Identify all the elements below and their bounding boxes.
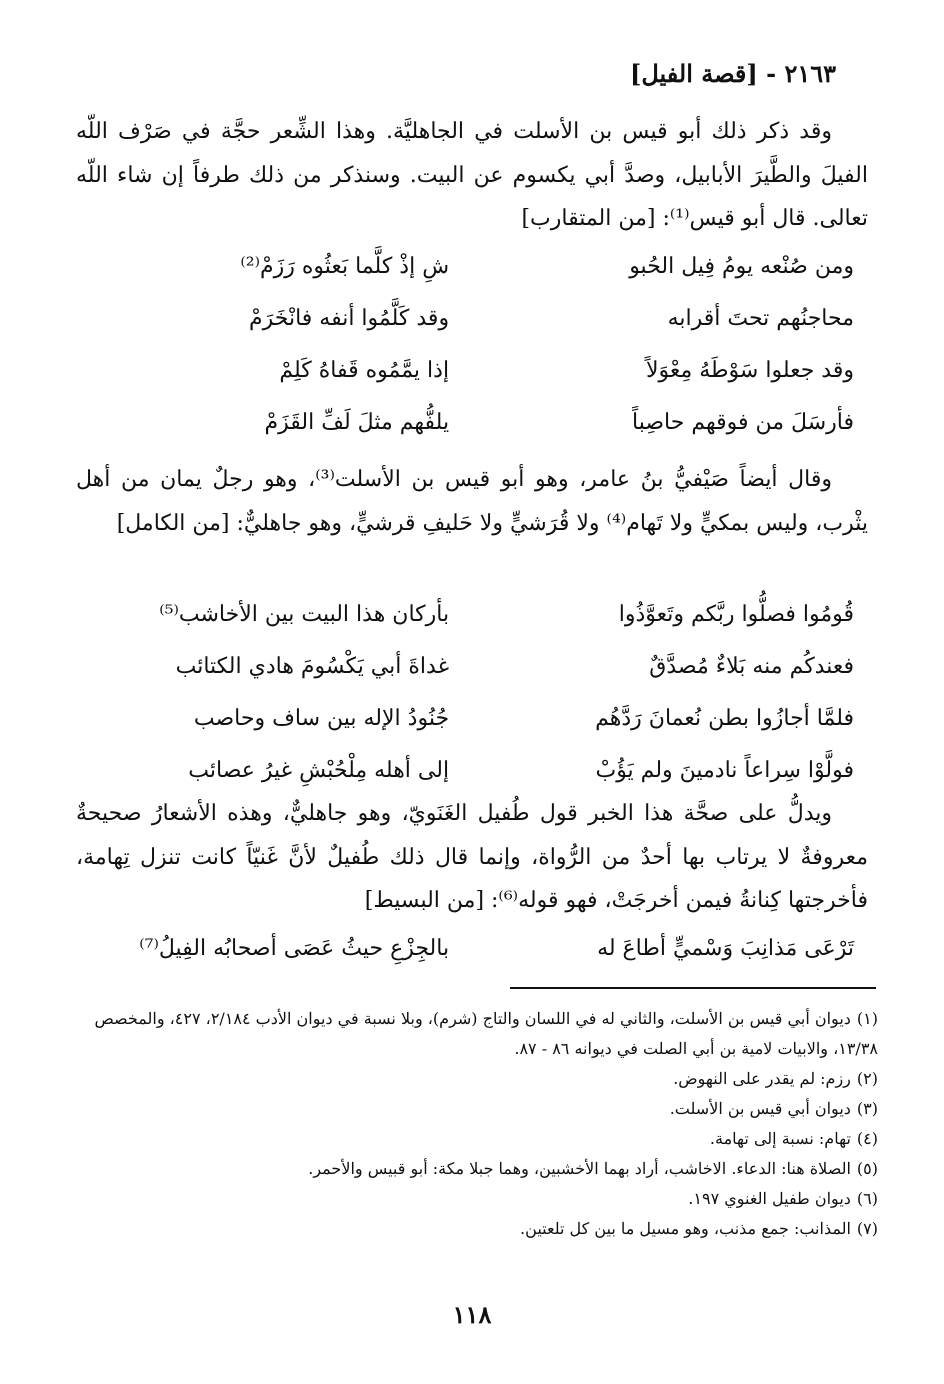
paragraph-3-text: ويدلُّ على صحَّة هذا الخبر قول طُفيل الغَنَويّ، وهو جاهليٌّ، وهذه الأشعارُ صحيحةٌ معروفةٌ لا يرتاب بها أحدٌ من الرُّواة، وإنما قال ذلك طُفيلٌ لأنَّ غَنيّاً كانت تنزل تِهامة، فأخرجتها كِنانةُ فيمن أخرجَتْ، فهو قوله⁽⁶⁾: [من البسيط] [76,801,868,913]
verse-second-hemistich: وقد كَلَّمُوا أنفه فانْخَرَمْ [248,305,450,331]
page-number: ١١٨ [452,1300,492,1329]
verse [90,396,854,448]
verse-second-hemistich: جُنُودُ الإله بين ساف وحاصب [193,705,450,731]
verse-first-hemistich: فأرسَلَ من فوقهم حاصِباً [632,409,854,435]
footnote-number: (١) [856,1009,878,1028]
verse-first-hemistich: قُومُوا فصلُّوا ربَّكم وتَعوَّذُوا [618,601,854,627]
footnote [66,1004,878,1064]
verse [90,240,854,292]
verse-second-hemistich: غداةَ أبي يَكْسُومَ هادي الكتائب [175,653,450,679]
verse-first-hemistich: فولَّوْا سِراعاً نادمينَ ولم يَؤُبْ [595,757,854,783]
footnote-number: (٣) [856,1099,878,1118]
paragraph-2-text: وقال أيضاً صَيْفيُّ بنُ عامر، وهو أبو قيس بن الأسلت⁽³⁾، وهو رجلٌ يمان من أهل يثْرب، وليس بمكيٍّ ولا تَهام⁽⁴⁾ ولا قُرَشيٍّ ولا حَليفِ قرشيٍّ، وهو جاهليٌّ: [من الكامل] [76,467,868,536]
footnote-text: رزم: لم يقدر على النهوض. [673,1069,851,1088]
verse-second-hemistich: يلفُّهم مثلَ لَفِّ القَزَمْ [264,409,450,435]
verse-first-hemistich: وقد جعلوا سَوْطَهُ مِعْوَلاً [645,357,854,383]
footnote-text: الصلاة هنا: الدعاء. الاخاشب، أراد بهما الأخشبين، وهما جبلا مكة: أبو قبيس والأحمر. [308,1159,851,1178]
footnote [66,1214,878,1244]
footnote-text: ديوان أبي قيس بن الأسلت. [669,1099,851,1118]
footnote-separator [510,987,876,989]
verse [90,588,854,640]
verse-first-hemistich: تَرْعَى مَذانِبَ وَسْميٍّ أطاعَ له [597,935,854,961]
paragraph-1-text: وقد ذكر ذلك أبو قيس بن الأسلت في الجاهليَّة. وهذا الشِّعر حجَّة في صَرْف اللّه الفيلَ والطَّيرَ الأبابيل، وصدَّ أبي يكسوم عن البيت. وسنذكر من ذلك طرفاً إن شاء اللّه تعالى. قال أبو قيس⁽¹⁾: [من المتقارب] [76,119,868,231]
footnote [66,1184,878,1214]
verse-first-hemistich: فعندكُم منه بَلاءٌ مُصدَّقٌ [649,653,854,679]
verse [90,922,854,974]
footnote-number: (٥) [856,1159,878,1178]
verse [90,692,854,744]
footnote-number: (٤) [856,1129,878,1148]
verse [90,292,854,344]
footnote [66,1154,878,1184]
footnote [66,1064,878,1094]
footnote [66,1094,878,1124]
footnote-text: ديوان طفيل الغنوي ١٩٧. [688,1189,851,1208]
footnote-text: ديوان أبي قيس بن الأسلت، والثاني له في اللسان والتاج (شرم)، وبلا نسبة في ديوان الأدب ٢/١٨٤، ٤٢٧، والمخصص ١٣/٣٨، والابيات لامية بن أبي الصلت في ديوانه ٨٦ - ٨٧. [94,1009,878,1058]
footnotes [66,1004,878,1244]
verse [90,744,854,796]
poem-3 [90,922,854,974]
verse-second-hemistich: بأركان هذا البيت بين الأخاشب⁽⁵⁾ [159,601,450,627]
verse-first-hemistich: فلمَّا أجازُوا بطن نُعمانَ رَدَّهُم [595,705,854,731]
verse-second-hemistich: إذا يمَّمُوه قَفاهُ كَلِمْ [279,357,450,383]
verse-second-hemistich: إلى أهله مِلْحُبْشِ غيرُ عصائب [188,757,450,783]
footnote-number: (٢) [856,1069,878,1088]
verse-second-hemistich: بالجِزْعِ حيثُ عَصَى أصحابُه الفِيلُ⁽⁷⁾ [139,935,450,961]
footnote-number: (٦) [856,1189,878,1208]
footnote-text: المذانب: جمع مذنب، وهو مسيل ما بين كل تلعتين. [520,1219,851,1238]
paragraph-1 [76,110,868,241]
footnote-number: (٧) [856,1219,878,1238]
section-title: ٢١٦٣ - [قصة الفيل] [630,59,836,88]
verse-first-hemistich: محاجنُهم تحتَ أقرابه [667,305,854,331]
paragraph-3 [76,792,868,923]
footnote-text: تهام: نسبة إلى تهامة. [709,1129,851,1148]
verse [90,640,854,692]
poem-1 [90,240,854,448]
paragraph-2 [76,458,868,545]
poem-2 [90,588,854,796]
footnote [66,1124,878,1154]
verse [90,344,854,396]
verse-first-hemistich: ومن صُنْعه يومُ فِيل الحُبو [629,253,854,279]
verse-second-hemistich: شِ إذْ كلَّما بَعثُوه رَزَمْ⁽²⁾ [240,253,450,279]
